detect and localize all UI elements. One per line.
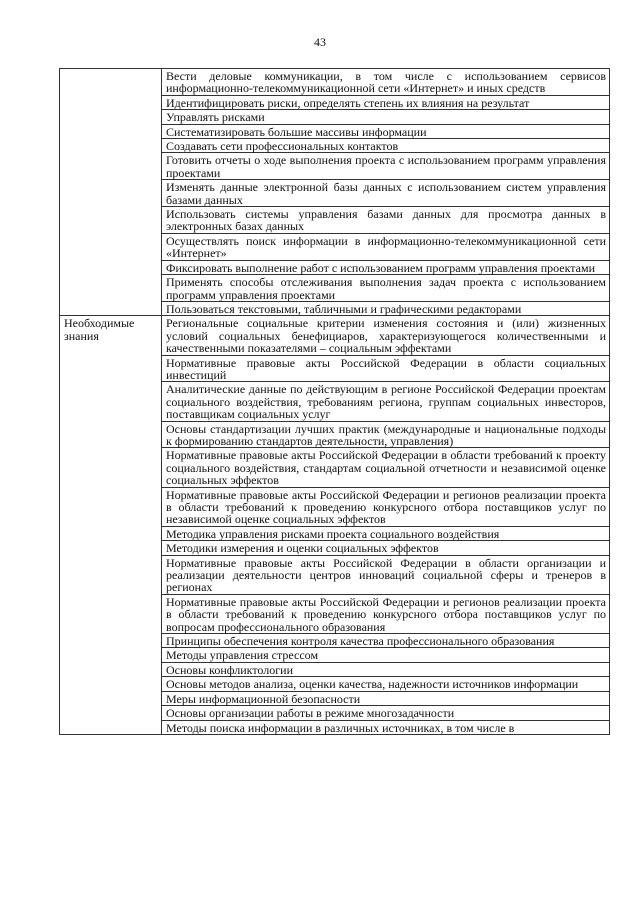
knowledge-item: Основы стандартизации лучших практик (международные и национальные подходы к формированию стандартов деятельности, управления) bbox=[162, 421, 610, 448]
knowledge-item: Нормативные правовые акты Российской Федерации и регионов реализации проекта в области требований к проведению конкурсного отбора поставщиков услуг по независимой оценке социальных эффектов bbox=[162, 487, 610, 526]
category-cell-empty bbox=[60, 95, 162, 109]
skills-row bbox=[60, 69, 610, 96]
category-cell-empty bbox=[60, 275, 162, 302]
skills-row bbox=[60, 207, 610, 234]
category-cell-empty bbox=[60, 110, 162, 124]
skill-item: Систематизировать большие массивы информации bbox=[162, 124, 610, 138]
knowledge-item: Нормативные правовые акты Российской Федерации в области организации и реализации деятельности центров инноваций социальной сферы и тренеров в регионах bbox=[162, 555, 610, 594]
knowledge-item: Нормативные правовые акты Российской Федерации в области требований к проекту социального воздействия, стандартам социальной отчетности и независимой оценке социальных эффектов bbox=[162, 448, 610, 487]
skills-row bbox=[60, 139, 610, 153]
knowledge-item: Основы конфликтологии bbox=[162, 662, 610, 676]
category-cell-empty bbox=[60, 153, 162, 180]
skill-item: Создавать сети профессиональных контактов bbox=[162, 139, 610, 153]
knowledge-item: Нормативные правовые акты Российской Федерации и регионов реализации проекта в области требований к проведению конкурсного отбора поставщиков услуг по вопросам профессионального образования bbox=[162, 594, 610, 633]
skills-row bbox=[60, 95, 610, 109]
knowledge-row bbox=[60, 316, 610, 355]
page-number: 43 bbox=[314, 35, 326, 49]
knowledge-item: Методы поиска информации в различных источниках, в том числе в bbox=[162, 720, 610, 734]
category-cell-empty bbox=[60, 301, 162, 315]
skill-item: Идентифицировать риски, определять степень их влияния на результат bbox=[162, 95, 610, 109]
category-cell-empty bbox=[60, 69, 162, 96]
skills-row bbox=[60, 275, 610, 302]
skill-item: Применять способы отслеживания выполнения задач проекта с использованием программ управления проектами bbox=[162, 275, 610, 302]
category-cell-empty bbox=[60, 207, 162, 234]
skill-item: Изменять данные электронной базы данных с использованием систем управления базами данных bbox=[162, 180, 610, 207]
skills-row bbox=[60, 124, 610, 138]
skills-row bbox=[60, 233, 610, 260]
skill-item: Использовать системы управления базами данных для просмотра данных в электронных базах данных bbox=[162, 207, 610, 234]
category-cell-empty bbox=[60, 124, 162, 138]
skills-row bbox=[60, 153, 610, 180]
category-cell-empty bbox=[60, 180, 162, 207]
knowledge-item: Методика управления рисками проекта социального воздействия bbox=[162, 526, 610, 540]
category-label-knowledge: Необходимые знания bbox=[60, 316, 162, 735]
skill-item: Готовить отчеты о ходе выполнения проекта с использованием программ управления проектами bbox=[162, 153, 610, 180]
skills-row bbox=[60, 260, 610, 274]
skills-row bbox=[60, 110, 610, 124]
category-cell-empty bbox=[60, 233, 162, 260]
knowledge-item: Методики измерения и оценки социальных эффектов bbox=[162, 541, 610, 555]
skill-item: Фиксировать выполнение работ с использованием программ управления проектами bbox=[162, 260, 610, 274]
skill-item: Пользоваться текстовыми, табличными и графическими редакторами bbox=[162, 301, 610, 315]
competency-table bbox=[59, 68, 610, 735]
skill-item: Управлять рисками bbox=[162, 110, 610, 124]
knowledge-item: Принципы обеспечения контроля качества профессионального образования bbox=[162, 634, 610, 648]
skills-row bbox=[60, 180, 610, 207]
knowledge-item: Региональные социальные критерии изменения состояния и (или) жизненных условий социальных бенефициаров, характеризующегося количественными и качественными показателями – социальным эффектами bbox=[162, 316, 610, 355]
knowledge-item: Нормативные правовые акты Российской Федерации в области социальных инвестиций bbox=[162, 355, 610, 382]
knowledge-item: Аналитические данные по действующим в регионе Российской Федерации проектам социального воздействия, требованиям региона, группам социальных инвесторов, поставщикам социальных услуг bbox=[162, 382, 610, 421]
skill-item: Вести деловые коммуникации, в том числе с использованием сервисов информационно-телекоммуникационной сети «Интернет» и иных средств bbox=[162, 69, 610, 96]
knowledge-item: Основы организации работы в режиме многозадачности bbox=[162, 706, 610, 720]
category-cell-empty bbox=[60, 139, 162, 153]
knowledge-item: Методы управления стрессом bbox=[162, 648, 610, 662]
category-cell-empty bbox=[60, 260, 162, 274]
knowledge-item: Меры информационной безопасности bbox=[162, 691, 610, 705]
skills-row bbox=[60, 301, 610, 315]
knowledge-item: Основы методов анализа, оценки качества, надежности источников информации bbox=[162, 677, 610, 691]
skill-item: Осуществлять поиск информации в информационно-телекоммуникационной сети «Интернет» bbox=[162, 233, 610, 260]
